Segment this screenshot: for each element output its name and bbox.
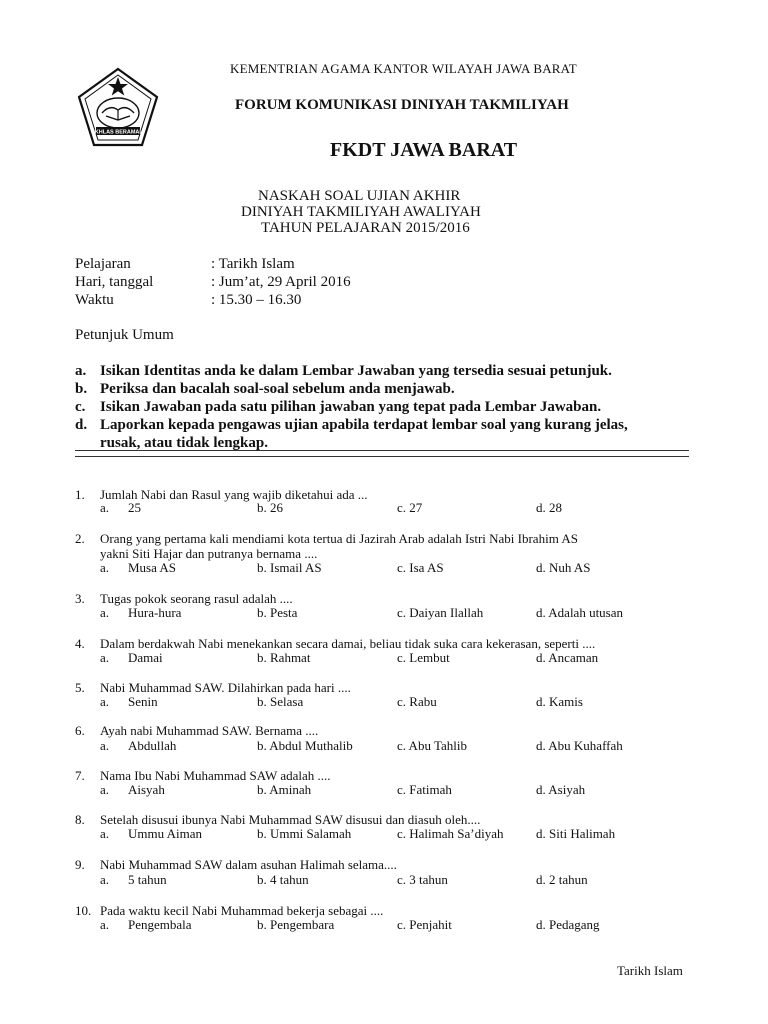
option-a: Pengembala [128,917,192,932]
option-b: b. 4 tahun [257,872,309,887]
question-number: 1. [75,487,85,502]
question-text: Pada waktu kecil Nabi Muhammad bekerja sebagai .... [100,903,384,918]
option-c: c. Fatimah [397,782,452,797]
question-text: Tugas pokok seorang rasul adalah .... [100,591,293,606]
option-letter-a: a. [100,738,110,753]
option-letter-a: a. [100,694,110,709]
option-letter-a: a. [100,872,110,887]
instruction-text-b: Periksa dan bacalah soal-soal sebelum anda menjawab. [100,381,455,397]
instruction-letter-c: c. [75,399,86,415]
meta-value-subject: : Tarikh Islam [211,256,295,272]
option-a: Aisyah [128,782,165,797]
instruction-text-d-cont: rusak, atau tidak lengkap. [100,435,268,451]
option-d: d. Pedagang [536,917,600,932]
option-letter-a: a. [100,500,110,515]
option-b: b. Aminah [257,782,312,797]
option-letter-a: a. [100,917,110,932]
question-text: Setelah disusui ibunya Nabi Muhammad SAW disusui dan diasuh oleh.... [100,812,481,827]
question-number: 6. [75,723,85,738]
org-heading: FKDT JAWA BARAT [330,139,518,161]
option-c: c. Rabu [397,694,437,709]
option-d: d. Kamis [536,694,583,709]
instruction-text-d: Laporkan kepada pengawas ujian apabila terdapat lembar soal yang kurang jelas, [100,417,628,433]
meta-label-date: Hari, tanggal [75,274,154,290]
option-d: d. Adalah utusan [536,605,624,620]
option-a: 5 tahun [128,872,167,887]
meta-value-time: : 15.30 – 16.30 [211,292,302,308]
question-text: Nabi Muhammad SAW. Dilahirkan pada hari .... [100,680,351,695]
option-b: b. Selasa [257,694,304,709]
option-c: c. Halimah Sa’diyah [397,826,504,841]
instruction-text-a: Isikan Identitas anda ke dalam Lembar Jawaban yang tersedia sesuai petunjuk. [100,363,612,379]
option-b: b. Ismail AS [257,560,322,575]
option-b: b. Pesta [257,605,298,620]
question-number: 9. [75,857,85,872]
question-text: Nama Ibu Nabi Muhammad SAW adalah .... [100,768,331,783]
question-number: 8. [75,812,85,827]
option-c: c. Isa AS [397,560,444,575]
option-d: d. Abu Kuhaffah [536,738,623,753]
question-text: Jumlah Nabi dan Rasul yang wajib diketahui ada ... [100,487,368,502]
option-c: c. Daiyan Ilallah [397,605,484,620]
option-letter-a: a. [100,560,110,575]
option-letter-a: a. [100,826,110,841]
option-a: Damai [128,650,163,665]
instruction-letter-b: b. [75,381,88,397]
title-line-3: TAHUN PELAJARAN 2015/2016 [261,220,470,236]
instructions-heading: Petunjuk Umum [75,327,174,343]
question-text: Orang yang pertama kali mendiami kota tertua di Jazirah Arab adalah Istri Nabi Ibrahim AS [100,531,578,546]
meta-label-subject: Pelajaran [75,256,131,272]
option-a: Musa AS [128,560,177,575]
option-d: d. 28 [536,500,562,515]
option-c: c. Abu Tahlib [397,738,467,753]
question-text: Dalam berdakwah Nabi menekankan secara damai, beliau tidak suka cara kekerasan, seperti .... [100,636,596,651]
meta-value-date: : Jum’at, 29 April 2016 [211,274,351,290]
option-letter-a: a. [100,650,110,665]
question-number: 4. [75,636,85,651]
option-c: c. Penjahit [397,917,452,932]
instruction-letter-a: a. [75,363,87,379]
section-divider [75,450,689,457]
option-letter-a: a. [100,605,110,620]
question-number: 10. [75,903,92,918]
option-b: b. Ummi Salamah [257,826,352,841]
question-number: 3. [75,591,85,606]
option-c: c. 3 tahun [397,872,448,887]
option-d: d. Siti Halimah [536,826,616,841]
instruction-letter-d: d. [75,417,88,433]
footer-subject: Tarikh Islam [617,963,683,978]
question-number: 7. [75,768,85,783]
instruction-text-c: Isikan Jawaban pada satu pilihan jawaban yang tepat pada Lembar Jawaban. [100,399,602,415]
option-b: b. Abdul Muthalib [257,738,353,753]
option-a: Abdullah [128,738,177,753]
option-b: b. Rahmat [257,650,311,665]
title-line-1: NASKAH SOAL UJIAN AKHIR [258,188,461,204]
question-text-cont: yakni Siti Hajar dan putranya bernama .... [100,546,318,561]
option-b: b. Pengembara [257,917,335,932]
option-d: d. Nuh AS [536,560,591,575]
option-a: Senin [128,694,158,709]
logo-text: IKHLAS BERAMAL [93,129,143,136]
option-d: d. Ancaman [536,650,599,665]
option-a: 25 [128,500,141,515]
option-a: Hura-hura [128,605,182,620]
meta-label-time: Waktu [75,292,114,308]
option-b: b. 26 [257,500,283,515]
question-number: 2. [75,531,85,546]
ministry-logo [76,66,160,150]
question-text: Ayah nabi Muhammad SAW. Bernama .... [100,723,319,738]
question-text: Nabi Muhammad SAW dalam asuhan Halimah selama.... [100,857,397,872]
forum-heading: FORUM KOMUNIKASI DINIYAH TAKMILIYAH [235,97,569,113]
question-number: 5. [75,680,85,695]
option-letter-a: a. [100,782,110,797]
option-d: d. Asiyah [536,782,586,797]
option-c: c. Lembut [397,650,450,665]
option-c: c. 27 [397,500,423,515]
option-d: d. 2 tahun [536,872,588,887]
option-a: Ummu Aiman [128,826,203,841]
title-line-2: DINIYAH TAKMILIYAH AWALIYAH [241,204,481,220]
ministry-heading: KEMENTRIAN AGAMA KANTOR WILAYAH JAWA BARAT [230,61,577,76]
